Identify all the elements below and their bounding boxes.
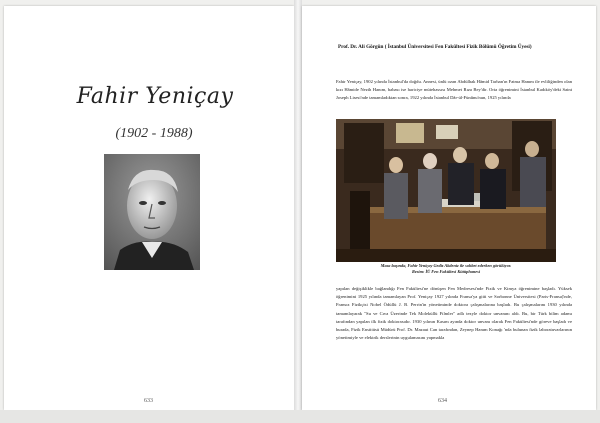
article-heading: Prof. Dr. Ali Görgün ( İstanbul Üniversitesi Fen Fakültesi Fizik Bölümü Öğretim Üyesi) <box>338 44 532 50</box>
photo-caption <box>336 263 556 275</box>
page-number-left: 633 <box>144 398 153 404</box>
library-photo <box>336 119 556 262</box>
life-years: (1902 - 1988) <box>115 126 193 141</box>
paragraph-2: yapılan değişiklikle bağlandığı Fen Fakültesi'ne dönüşen Fen Medresesi'nde Fizik ve Kimya öğrenimine başladı. Yüksek öğrenimini 1925 yılında tamamlayan Prof. Yeniçay 1927 yılında Fransa'ya gitti ve Sorbonne Üniversitesi (Paris-Fransa)'nde, Fransız Fizikçisi Nobel Ödüllü J. B. Perrin'in yönetiminde doktora çalışmalarına başladı. Bu çalışmalarını 1930 yılında tamamlayarak "Su ve Cıva Üzerinde Tek Moleküllü Filmler" adlı tezyle doktor unvanını aldı. Bu, bir Türk bilim adamı tarafından yapılan ilk fizik doktorasıdır. 1930 yılının Kasım ayında doktor unvanı olarak Fen Fakültesi'nde göreve başladı ve burada, Fizik Enstitüsü Müdürü Prof. Dr. Mazaut Can tarafından, Zeynep Hanım Konağı 'nda bulunan fizik laboratuvarlarının yönetimiyle ve elektrik derslerinin uygulamasını yapmakla <box>336 286 572 341</box>
left-page <box>4 6 294 410</box>
paragraph-1: Fahir Yeniçay, 1902 yılında İstanbul'da doğdu. Annesi, ünlü ozan Abdülhak Hâmid Tarhan'ın Fatma Hanım ile evliliğinden olan kızı Hâmide Nezih Hanım, babası ise hariciye mütehassısı Mehmet Rıza Bey'dir. Orta öğrenimini İstanbul Kadıköy'deki Saint Joseph Lisesi'nde tamamladıktan sonra, 1922 yılında İstanbul Dâr-ül-Fünûnu'nun, 1925 yılında <box>336 79 572 101</box>
caption-line-2: Resim: İÜ Fen Fakültesi Kütüphanesi <box>411 269 481 274</box>
page-number-right: 634 <box>438 398 447 404</box>
portrait-photo <box>104 154 200 270</box>
caption-line-1: Masa başında, Fahir Yeniçay Gediz Akdeniz ile sohbet ederken görülüyor. <box>380 263 512 268</box>
scan-bottom-edge <box>0 410 600 423</box>
right-page <box>302 6 596 410</box>
person-name: Fahir Yeniçay <box>76 84 234 109</box>
book-gutter <box>294 0 302 423</box>
